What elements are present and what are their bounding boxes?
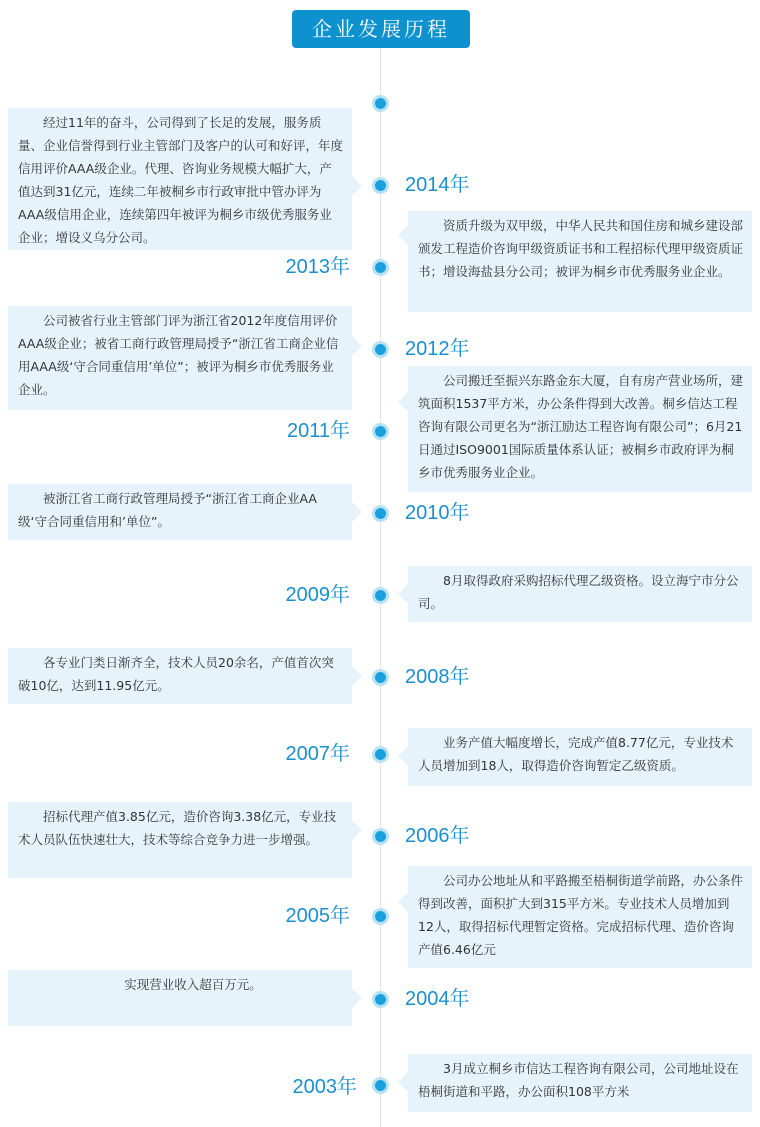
timeline-entry-2010 bbox=[8, 484, 352, 540]
year-label-2012: 2012年 bbox=[405, 338, 470, 360]
timeline-entry-2003 bbox=[408, 1054, 752, 1112]
timeline-dot-2009 bbox=[372, 587, 389, 604]
timeline-entry-2006 bbox=[8, 802, 352, 878]
timeline-dot-2003 bbox=[372, 1077, 389, 1094]
year-label-2007: 2007年 bbox=[285, 743, 350, 765]
entry-text: 招标代理产值3.85亿元，造价咨询3.38亿元，专业技术人员队伍快速壮大，技术等综合竞争力进一步增强。 bbox=[18, 809, 337, 847]
timeline-start-dot bbox=[372, 95, 389, 112]
timeline-entry-2011 bbox=[408, 366, 752, 492]
entry-text: 公司被省行业主管部门评为浙江省2012年度信用评价AAA级企业；被省工商行政管理局授予“浙江省工商企业信用AAA级‘守合同重信用’单位”；被评为桐乡市优秀服务业企业。 bbox=[18, 313, 339, 397]
timeline-entry-2007 bbox=[408, 728, 752, 786]
timeline-dot-2014 bbox=[372, 177, 389, 194]
timeline-dot-2004 bbox=[372, 991, 389, 1008]
entry-text: 资质升级为双甲级，中华人民共和国住房和城乡建设部颁发工程造价咨询甲级资质证书和工程招标代理甲级资质证书；增设海盐县分公司；被评为桐乡市优秀服务业企业。 bbox=[418, 218, 744, 279]
entry-text: 3月成立桐乡市信达工程咨询有限公司，公司地址设在梧桐街道和平路，办公面积108平方米 bbox=[418, 1061, 739, 1099]
timeline-entry-2014 bbox=[8, 108, 352, 250]
entry-text: 公司搬迁至振兴东路金东大厦，自有房产营业场所，建筑面积1537平方米，办公条件得到大改善。桐乡信达工程咨询有限公司更名为“浙江励达工程咨询有限公司”；6月21日通过ISO9001国际质量体系认证；被桐乡市政府评为桐乡市优秀服务业企业。 bbox=[418, 373, 744, 480]
year-label-2010: 2010年 bbox=[405, 502, 470, 524]
entry-text: 经过11年的奋斗，公司得到了长足的发展，服务质量、企业信誉得到行业主管部门及客户的认可和好评，年度信用评价AAA级企业。代理、咨询业务规模大幅扩大，产值达到31亿元，连续二年被桐乡市行政审批中管办评为AAA级信用企业，连续第四年被评为桐乡市级优秀服务业企业；增设义乌分公司。 bbox=[18, 115, 344, 245]
year-label-2009: 2009年 bbox=[285, 584, 350, 606]
timeline-entry-2005 bbox=[408, 866, 752, 968]
timeline-entry-2012 bbox=[8, 306, 352, 410]
timeline-dot-2011 bbox=[372, 423, 389, 440]
timeline-dot-2008 bbox=[372, 669, 389, 686]
entry-text: 公司办公地址从和平路搬至梧桐街道学前路，办公条件得到改善，面积扩大到315平方米。专业技术人员增加到12人，取得招标代理暂定资格。完成招标代理、造价咨询产值6.46亿元 bbox=[418, 873, 744, 957]
year-label-2003: 2003年 bbox=[292, 1076, 357, 1098]
year-label-2005: 2005年 bbox=[285, 905, 350, 927]
timeline-dot-2013 bbox=[372, 259, 389, 276]
entry-text: 8月取得政府采购招标代理乙级资格。设立海宁市分公司。 bbox=[418, 573, 739, 611]
year-label-2013: 2013年 bbox=[285, 256, 350, 278]
year-label-2006: 2006年 bbox=[405, 825, 470, 847]
timeline-entry-2013 bbox=[408, 211, 752, 312]
timeline-entry-2009 bbox=[408, 566, 752, 622]
timeline-dot-2007 bbox=[372, 746, 389, 763]
page-title: 企业发展历程 bbox=[292, 10, 470, 48]
year-label-2011: 2011年 bbox=[286, 420, 350, 442]
entry-text: 实现营业收入超百万元。 bbox=[124, 977, 262, 992]
entry-text: 各专业门类日渐齐全，技术人员20余名，产值首次突破10亿，达到11.95亿元。 bbox=[18, 655, 334, 693]
year-label-2004: 2004年 bbox=[405, 988, 470, 1010]
entry-text: 业务产值大幅度增长，完成产值8.77亿元，专业技术人员增加到18人，取得造价咨询暂定乙级资质。 bbox=[418, 735, 734, 773]
timeline-dot-2005 bbox=[372, 908, 389, 925]
timeline-dot-2012 bbox=[372, 341, 389, 358]
entry-text: 被浙江省工商行政管理局授予“浙江省工商企业AA级‘守合同重信用和’单位”。 bbox=[18, 491, 317, 529]
timeline-dot-2006 bbox=[372, 828, 389, 845]
timeline-dot-2010 bbox=[372, 505, 389, 522]
timeline-entry-2008 bbox=[8, 648, 352, 704]
timeline-entry-2004 bbox=[8, 970, 352, 1026]
year-label-2008: 2008年 bbox=[405, 666, 470, 688]
year-label-2014: 2014年 bbox=[405, 174, 470, 196]
